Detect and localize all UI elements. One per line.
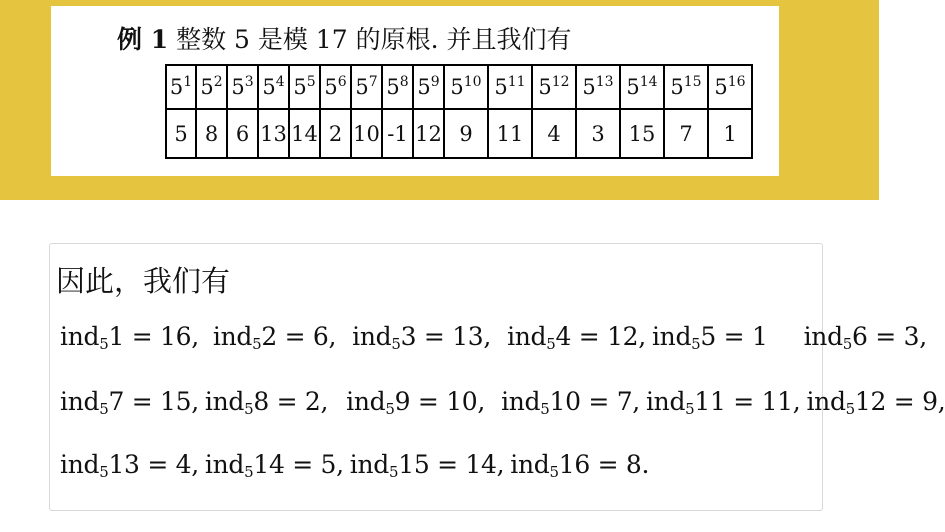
separator: , — [191, 322, 199, 351]
power-header-cell — [664, 65, 708, 109]
equals-sign: = — [716, 322, 752, 351]
power-exponent: 16 — [727, 74, 746, 90]
equals-sign: = — [571, 322, 608, 351]
residue-cell: 11 — [488, 109, 532, 158]
index-function-name: ind — [60, 387, 100, 416]
equals-sign: = — [725, 387, 762, 416]
index-argument: 7 — [108, 387, 125, 416]
index-base-subscript: 5 — [244, 400, 254, 418]
index-function-name: ind — [60, 322, 100, 351]
power-exponent: 1 — [183, 74, 193, 90]
index-argument: 15 — [398, 450, 430, 479]
index-function-name: ind — [204, 387, 245, 416]
power-exponent: 13 — [595, 74, 614, 90]
index-value: 15 — [160, 387, 192, 416]
index-base-subscript: 5 — [99, 400, 109, 418]
index-equation — [806, 387, 945, 416]
index-value: 1 — [751, 322, 768, 351]
power-base: 5 — [231, 75, 245, 99]
separator: , — [496, 450, 505, 479]
index-function-name: ind — [212, 322, 253, 351]
index-function-name: ind — [349, 450, 389, 479]
residue-cell: 2 — [320, 109, 351, 158]
index-value: 9 — [922, 387, 938, 416]
index-line-3 — [60, 450, 649, 479]
power-exponent: 12 — [551, 74, 570, 90]
separator: , — [919, 322, 927, 351]
equals-sign: = — [139, 450, 176, 479]
power-base: 5 — [538, 75, 552, 99]
power-header-cell — [488, 65, 532, 109]
index-base-subscript: 5 — [385, 400, 395, 418]
index-value: 8 — [625, 450, 642, 479]
power-header-cell — [196, 65, 227, 109]
index-equation — [60, 450, 199, 479]
index-function-name: ind — [645, 387, 686, 416]
index-argument: 2 — [261, 322, 277, 351]
power-base: 5 — [450, 75, 464, 99]
index-argument: 3 — [400, 322, 417, 351]
index-equation — [205, 450, 344, 479]
index-line-1 — [60, 322, 927, 351]
index-value: 7 — [616, 387, 633, 416]
index-value: 13 — [452, 322, 484, 351]
index-value: 6 — [312, 322, 329, 351]
index-equation — [804, 322, 927, 351]
power-base: 5 — [293, 75, 307, 99]
separator: , — [320, 387, 329, 416]
power-header-cell — [320, 65, 351, 109]
power-header-cell — [708, 65, 752, 109]
residue-cell: 1 — [708, 109, 752, 158]
index-equation — [60, 322, 199, 351]
index-argument: 11 — [694, 387, 726, 416]
power-header-cell — [382, 65, 413, 109]
separator: , — [191, 387, 199, 416]
power-base: 5 — [386, 75, 400, 99]
example-label: 例 1 — [117, 25, 169, 54]
index-base-subscript: 5 — [546, 335, 556, 353]
index-base-subscript: 5 — [99, 463, 109, 481]
index-function-name: ind — [501, 387, 541, 416]
index-function-name: ind — [510, 450, 550, 479]
equals-sign: = — [284, 450, 321, 479]
power-exponent: 11 — [507, 74, 526, 90]
index-equation — [352, 322, 491, 351]
equals-sign: = — [580, 387, 617, 416]
index-base-subscript: 5 — [99, 335, 109, 353]
index-argument: 13 — [108, 450, 140, 479]
power-exponent: 7 — [368, 74, 378, 90]
index-base-subscript: 5 — [549, 463, 559, 481]
power-header-cell — [444, 65, 488, 109]
index-line-2 — [60, 387, 945, 416]
index-equation — [350, 450, 505, 479]
power-exponent: 15 — [683, 74, 702, 90]
power-base: 5 — [582, 75, 596, 99]
residues-row — [166, 109, 752, 158]
power-base: 5 — [626, 75, 640, 99]
power-exponent: 3 — [244, 74, 254, 90]
conclusion-card — [49, 243, 945, 511]
example-card — [51, 6, 779, 176]
index-argument: 9 — [394, 387, 411, 416]
powers-table — [165, 64, 753, 159]
power-exponent: 2 — [213, 74, 223, 90]
power-base: 5 — [494, 75, 508, 99]
index-value: 5 — [320, 450, 337, 479]
residue-cell: -1 — [382, 109, 413, 158]
power-exponent: 8 — [399, 74, 409, 90]
separator: , — [328, 322, 337, 351]
power-exponent: 5 — [306, 74, 316, 90]
index-value: 10 — [446, 387, 478, 416]
power-base: 5 — [670, 75, 684, 99]
index-base-subscript: 5 — [252, 335, 262, 353]
index-value: 3 — [903, 322, 920, 351]
residue-cell: 6 — [227, 109, 258, 158]
index-argument: 8 — [253, 387, 269, 416]
residue-cell: 3 — [576, 109, 620, 158]
index-function-name: ind — [60, 450, 100, 479]
index-argument: 16 — [558, 450, 590, 479]
power-exponent: 14 — [639, 74, 658, 90]
power-header-cell — [576, 65, 620, 109]
power-base: 5 — [169, 75, 184, 99]
residue-cell: 5 — [166, 109, 196, 158]
power-header-cell — [289, 65, 320, 109]
power-base: 5 — [200, 75, 214, 99]
index-base-subscript: 5 — [685, 400, 695, 418]
power-header-cell — [227, 65, 258, 109]
index-argument: 14 — [253, 450, 285, 479]
example-text: 整数 5 是模 17 的原根. 并且我们有 — [176, 25, 572, 54]
index-equation — [510, 450, 649, 479]
index-function-name: ind — [806, 387, 846, 416]
power-exponent: 4 — [275, 74, 285, 90]
equals-sign: = — [886, 387, 923, 416]
index-argument: 10 — [549, 387, 581, 416]
residue-cell: 8 — [196, 109, 227, 158]
index-base-subscript: 5 — [691, 335, 701, 353]
index-value: 14 — [465, 450, 497, 479]
index-argument: 1 — [108, 322, 125, 351]
separator: , — [937, 387, 945, 416]
power-base: 5 — [417, 75, 431, 99]
power-base: 5 — [714, 75, 728, 99]
index-value: 12 — [607, 322, 639, 351]
power-base: 5 — [262, 75, 276, 99]
index-argument: 5 — [700, 322, 717, 351]
residue-cell: 13 — [258, 109, 289, 158]
equals-sign: = — [416, 322, 453, 351]
separator: , — [477, 387, 486, 416]
residue-cell: 14 — [289, 109, 320, 158]
separator: , — [632, 387, 640, 416]
index-value: 16 — [160, 322, 192, 351]
index-function-name: ind — [204, 450, 245, 479]
residue-cell: 9 — [444, 109, 488, 158]
index-argument: 6 — [852, 322, 868, 351]
index-function-name: ind — [346, 387, 386, 416]
power-base: 5 — [355, 75, 369, 99]
separator: , — [483, 322, 492, 351]
equals-sign: = — [268, 387, 305, 416]
index-equation — [646, 387, 801, 416]
residue-cell: 15 — [620, 109, 664, 158]
index-value: 4 — [175, 450, 192, 479]
index-base-subscript: 5 — [540, 400, 550, 418]
conclusion-title: 因此，我们有 — [56, 264, 231, 298]
index-base-subscript: 5 — [388, 463, 399, 481]
power-header-cell — [351, 65, 382, 109]
power-exponent: 6 — [337, 74, 347, 90]
separator: , — [792, 387, 801, 416]
index-function-name: ind — [352, 322, 392, 351]
power-header-cell — [258, 65, 289, 109]
example-heading — [117, 20, 571, 56]
index-equation — [205, 387, 328, 416]
power-exponent: 9 — [430, 74, 440, 90]
separator: , — [336, 450, 344, 479]
index-base-subscript: 5 — [244, 463, 254, 481]
index-equation — [652, 322, 768, 351]
equals-sign: = — [589, 450, 626, 479]
index-function-name: ind — [803, 322, 843, 351]
index-equation — [60, 387, 199, 416]
power-exponent: 10 — [463, 74, 482, 90]
equals-sign: = — [124, 322, 161, 351]
power-header-cell — [620, 65, 664, 109]
equals-sign: = — [429, 450, 466, 479]
index-argument: 12 — [854, 387, 887, 416]
index-base-subscript: 5 — [842, 335, 853, 353]
index-equation — [213, 322, 336, 351]
equals-sign: = — [276, 322, 313, 351]
equals-sign: = — [410, 387, 447, 416]
index-function-name: ind — [507, 322, 547, 351]
index-value: 11 — [761, 387, 793, 416]
power-base: 5 — [324, 75, 338, 99]
residue-cell: 12 — [413, 109, 444, 158]
index-function-name: ind — [651, 322, 692, 351]
index-equation — [507, 322, 646, 351]
index-value: 2 — [304, 387, 321, 416]
power-header-cell — [413, 65, 444, 109]
equals-sign: = — [867, 322, 904, 351]
equals-sign: = — [124, 387, 161, 416]
separator: , — [638, 322, 646, 351]
index-base-subscript: 5 — [391, 335, 401, 353]
power-header-cell — [166, 65, 196, 109]
residue-cell: 7 — [664, 109, 708, 158]
index-equation — [501, 387, 640, 416]
residue-cell: 10 — [351, 109, 382, 158]
index-base-subscript: 5 — [845, 400, 855, 418]
powers-header-row — [166, 65, 752, 109]
separator: . — [641, 450, 650, 479]
power-header-cell — [532, 65, 576, 109]
index-argument: 4 — [555, 322, 572, 351]
index-equation — [346, 387, 485, 416]
residue-cell: 4 — [532, 109, 576, 158]
separator: , — [191, 450, 199, 479]
